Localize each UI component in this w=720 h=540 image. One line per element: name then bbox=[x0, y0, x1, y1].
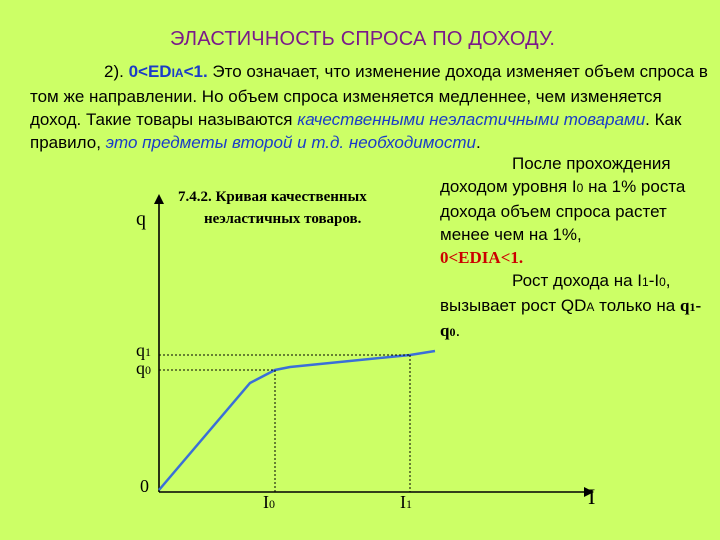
expl-p1-a: После прохождения доходом уровня I bbox=[440, 154, 671, 196]
expl-p2-sub1: 1 bbox=[642, 275, 649, 289]
diagram-caption-line1: 7.4.2. Кривая качественных bbox=[178, 189, 367, 205]
I0-label bbox=[263, 492, 275, 513]
origin-label: 0 bbox=[140, 476, 149, 496]
expl-inequality: 0<EDIA<1. bbox=[440, 248, 524, 267]
expl-p2-sub0: 0 bbox=[659, 275, 666, 289]
expl-q0-sub: 0 bbox=[449, 325, 456, 339]
expl-q1-sub: 1 bbox=[689, 300, 696, 314]
q1-letter: q bbox=[136, 340, 145, 360]
expl-qd: -q bbox=[440, 296, 702, 340]
I1-sub: 1 bbox=[406, 497, 412, 511]
diagram-caption-line2: неэластичных товаров. bbox=[204, 211, 362, 227]
I0-letter: I bbox=[263, 492, 269, 512]
ineq-sub: IA bbox=[171, 66, 184, 80]
q0-letter: q bbox=[136, 358, 145, 378]
q0-sub: 0 bbox=[145, 363, 151, 377]
paragraph-text-1: Это означает, что изменение дохода изменяет объем спроса в том же направлении. Но объем спроса изменяется медленнее, чем изменяется доход. Такие товары называются bbox=[30, 62, 708, 129]
paragraph-italic-1: качественными неэластичными товарами bbox=[297, 110, 646, 129]
expl-end: . bbox=[455, 321, 461, 340]
demand-curve bbox=[159, 351, 435, 490]
expl-p2-subA: A bbox=[586, 300, 595, 314]
paragraph-number: 2). bbox=[104, 62, 129, 81]
I1-letter: I bbox=[400, 492, 406, 512]
q0-label bbox=[136, 358, 151, 379]
y-axis-label: q bbox=[136, 208, 146, 230]
expl-p1-b: на 1% роста дохода объем спроса растет менее чем на 1%, bbox=[440, 177, 686, 244]
slide-title: ЭЛАСТИЧНОСТЬ СПРОСА ПО ДОХОДУ. bbox=[170, 28, 556, 50]
expl-p2-a: Рост дохода на I bbox=[512, 271, 643, 290]
paragraph-text-2: . Как правило, bbox=[30, 110, 682, 152]
I0-sub: 0 bbox=[269, 497, 275, 511]
paragraph-italic-2: это предметы второй и т.д. необходимости bbox=[105, 133, 476, 152]
expl-q: q bbox=[679, 296, 690, 315]
x-axis-label: I bbox=[588, 484, 596, 509]
ineq-start: 0<ED bbox=[128, 62, 172, 81]
I1-label bbox=[400, 492, 412, 513]
expl-p1-sub: 0 bbox=[576, 181, 584, 195]
q1-sub: 1 bbox=[145, 345, 151, 359]
paragraph-text-3: . bbox=[475, 133, 481, 152]
expl-p2-b: , вызывает рост QD bbox=[440, 271, 671, 315]
expl-p2-c: только на bbox=[594, 296, 680, 315]
expl-p2-dash: -I bbox=[648, 271, 660, 290]
ineq-end: <1. bbox=[183, 62, 208, 81]
